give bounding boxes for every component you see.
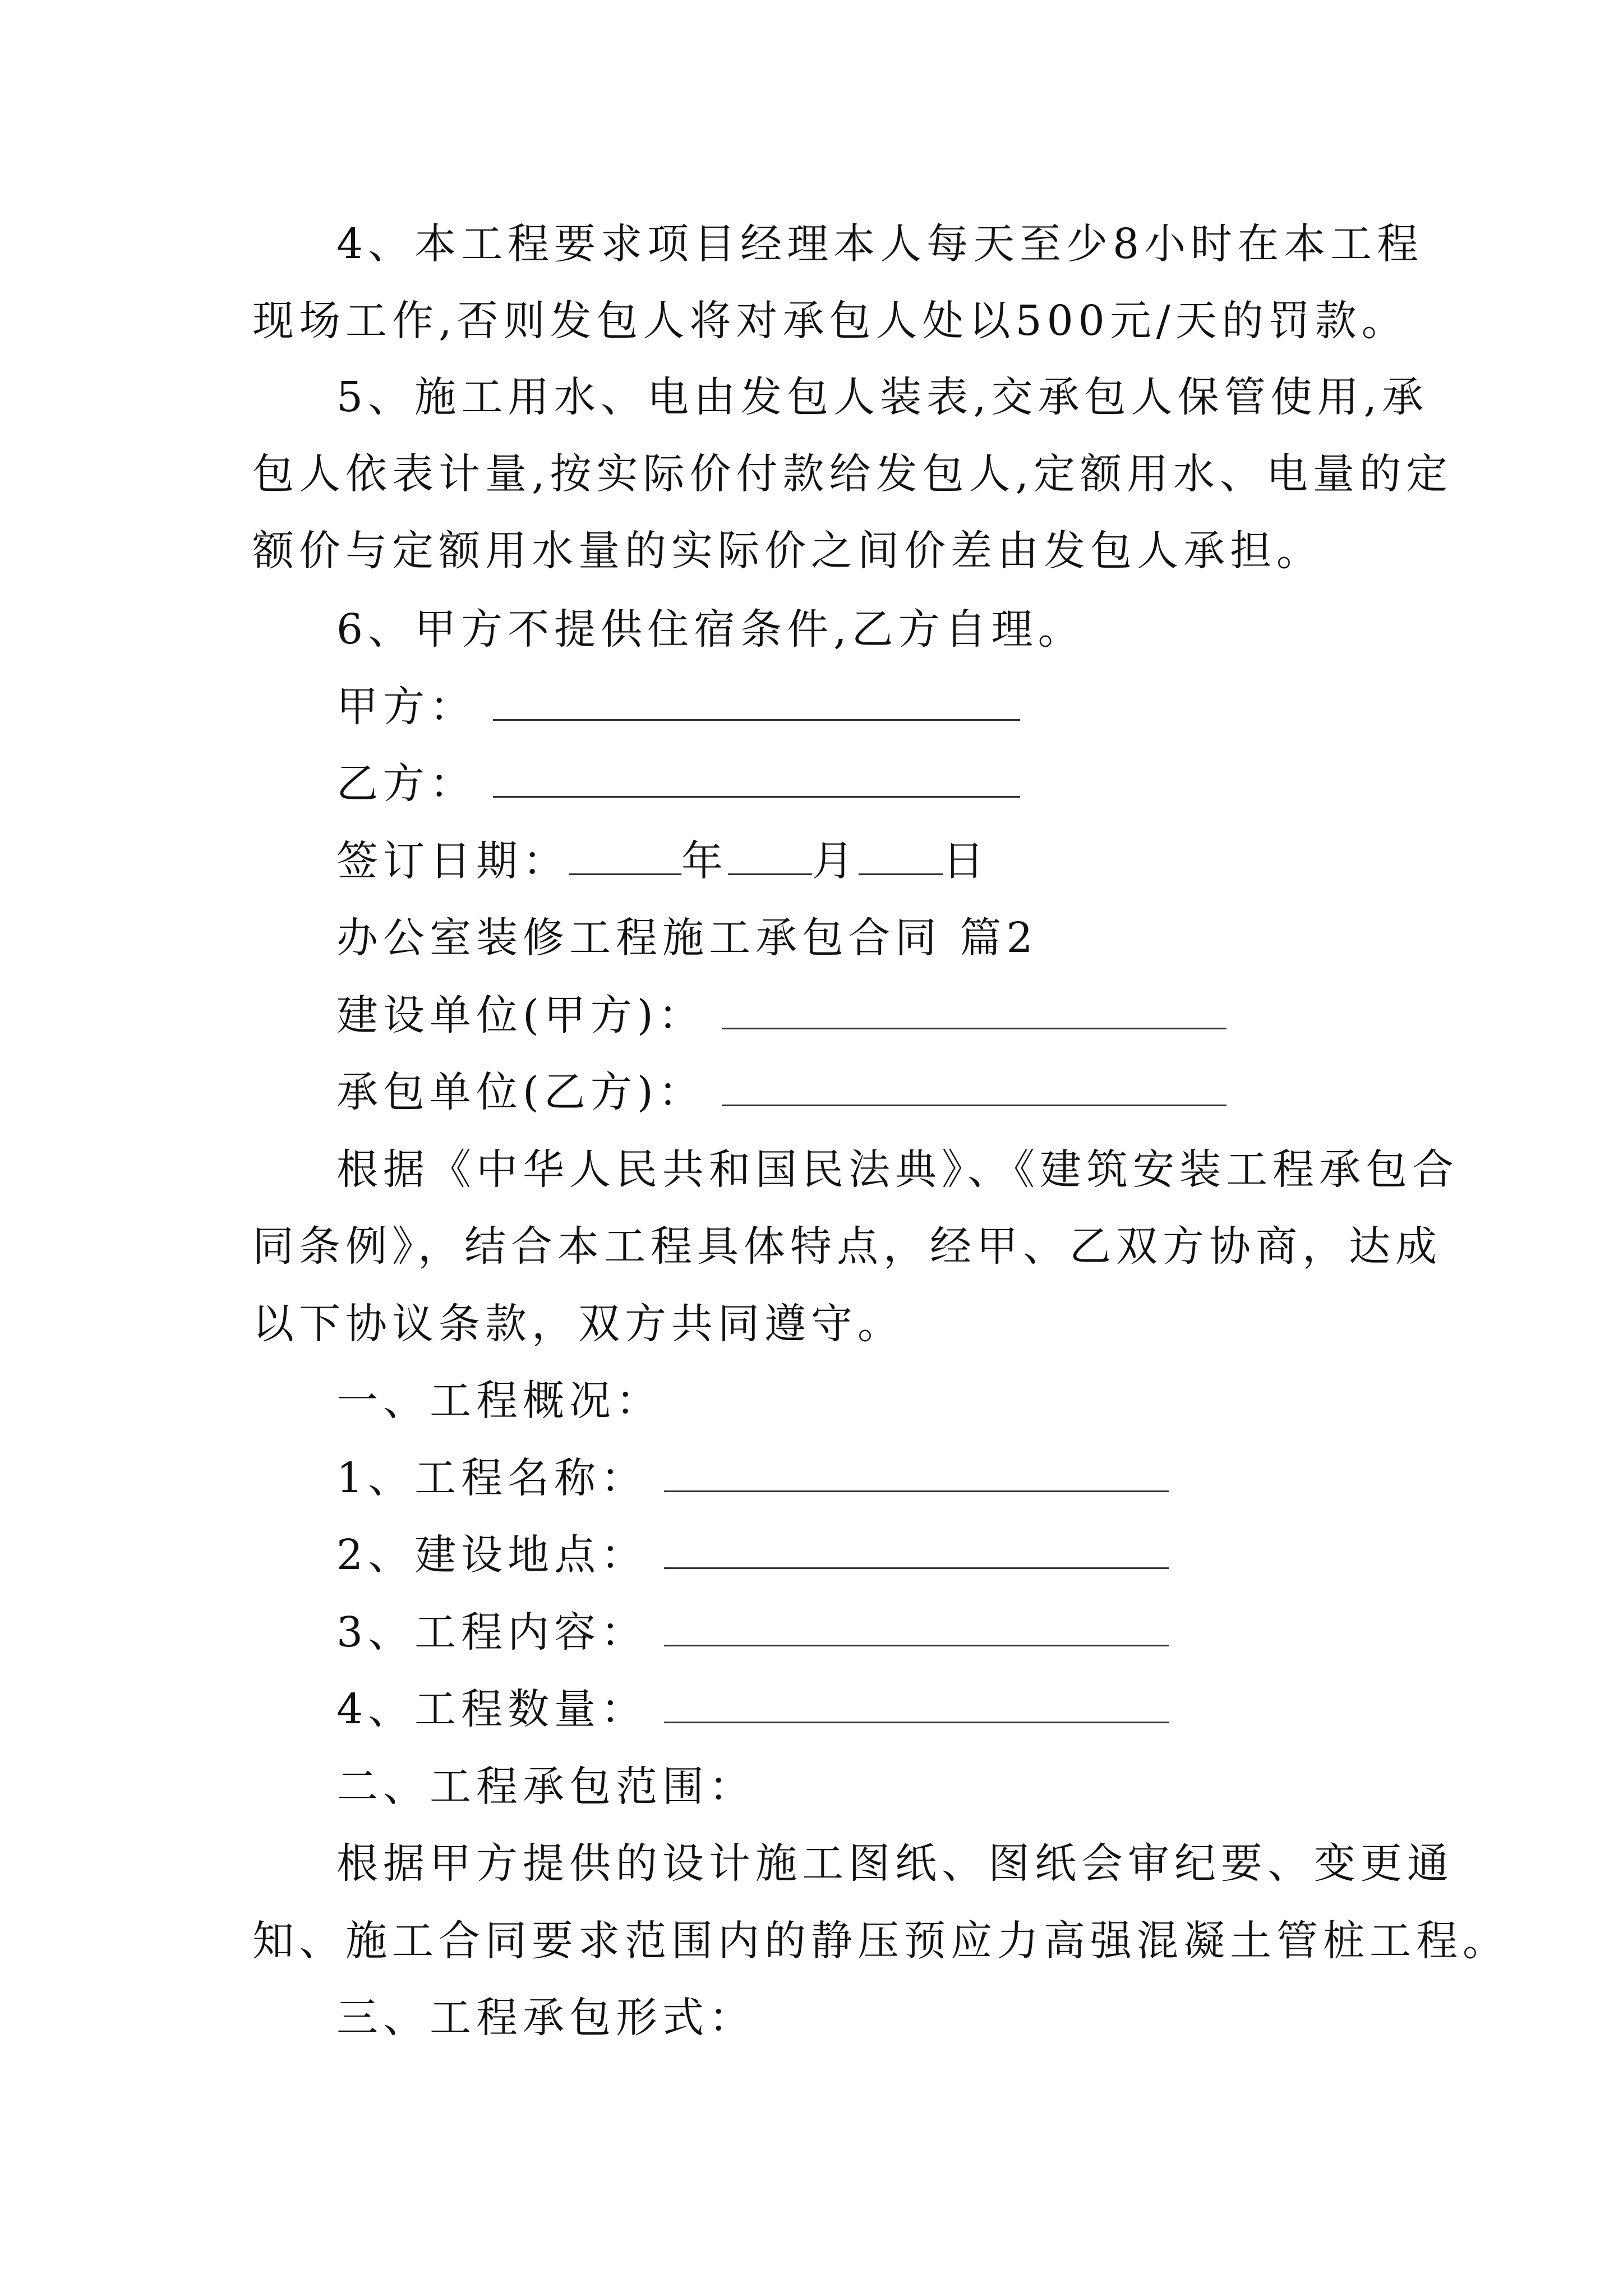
- party-a-signature-line: [336, 679, 1458, 735]
- overview-item-2: [336, 1527, 1458, 1583]
- scope-line-1: 根据甲方提供的设计施工图纸、图纸会审纪要、变更通: [336, 1839, 1454, 1888]
- overview-item-label: 2、建设地点：: [336, 1531, 648, 1579]
- contractor-line: [336, 1064, 1458, 1120]
- month-label: 月: [812, 837, 859, 885]
- party-b-blank[interactable]: [493, 757, 1020, 798]
- clause-4-line-2: 现场工作,否则发包人将对承包人处以500元/天的罚款。: [252, 297, 1408, 345]
- month-blank[interactable]: [728, 834, 812, 875]
- builder-label: 建设单位(甲方)：: [336, 991, 705, 1039]
- party-a-label: 甲方：: [336, 683, 476, 731]
- content-blank[interactable]: [664, 1605, 1169, 1646]
- overview-title: 一、工程概况：: [336, 1377, 662, 1425]
- year-label: 年: [681, 837, 728, 885]
- clause-5-line-1: 5、施工用水、电由发包人装表,交承包人保管使用,承: [336, 373, 1429, 421]
- scope-line-2: 知、施工合同要求范围内的静压预应力高强混凝土管桩工程。: [252, 1917, 1509, 1965]
- clause-5-line-3: 额价与定额用水量的实际价之间价差由发包人承担。: [252, 527, 1323, 575]
- overview-item-3: [336, 1604, 1458, 1660]
- section-2-title: 办公室装修工程施工承包合同 篇2: [336, 914, 1038, 962]
- overview-item-label: 1、工程名称：: [336, 1454, 648, 1502]
- contractor-label: 承包单位(乙方)：: [336, 1068, 705, 1116]
- overview-item-label: 4、工程数量：: [336, 1685, 648, 1733]
- signing-date-line: [336, 833, 1458, 889]
- form-title: 三、工程承包形式：: [336, 1994, 755, 2042]
- clause-5-line-2: 包人依表计量,按实际价付款给发包人,定额用水、电量的定: [252, 450, 1453, 498]
- party-a-blank[interactable]: [493, 680, 1020, 721]
- overview-item-4: [336, 1681, 1458, 1737]
- intro-line-1: 根据《中华人民共和国民法典》、《建筑安装工程承包合: [336, 1145, 1459, 1194]
- location-blank[interactable]: [664, 1528, 1169, 1569]
- day-blank[interactable]: [859, 834, 943, 875]
- builder-line: [336, 987, 1458, 1043]
- intro-line-3: 以下协议条款，双方共同遵守。: [252, 1300, 904, 1348]
- party-b-signature-line: [336, 756, 1458, 812]
- day-label: 日: [943, 837, 989, 885]
- contractor-blank[interactable]: [722, 1065, 1227, 1106]
- overview-item-1: [336, 1450, 1458, 1506]
- party-b-label: 乙方：: [336, 760, 476, 808]
- project-name-blank[interactable]: [664, 1451, 1169, 1492]
- clause-4-line-1: 4、本工程要求项目经理本人每天至少8小时在本工程: [336, 220, 1424, 268]
- overview-item-label: 3、工程内容：: [336, 1608, 648, 1657]
- year-blank[interactable]: [569, 834, 681, 875]
- builder-blank[interactable]: [722, 988, 1227, 1029]
- scope-title: 二、工程承包范围：: [336, 1763, 755, 1811]
- signing-date-label: 签订日期：: [336, 837, 569, 885]
- intro-line-2: 同条例》，结合本工程具体特点，经甲、乙双方协商，达成: [252, 1222, 1442, 1271]
- clause-6-line-1: 6、甲方不提供住宿条件,乙方自理。: [336, 605, 1085, 654]
- quantity-blank[interactable]: [664, 1682, 1169, 1723]
